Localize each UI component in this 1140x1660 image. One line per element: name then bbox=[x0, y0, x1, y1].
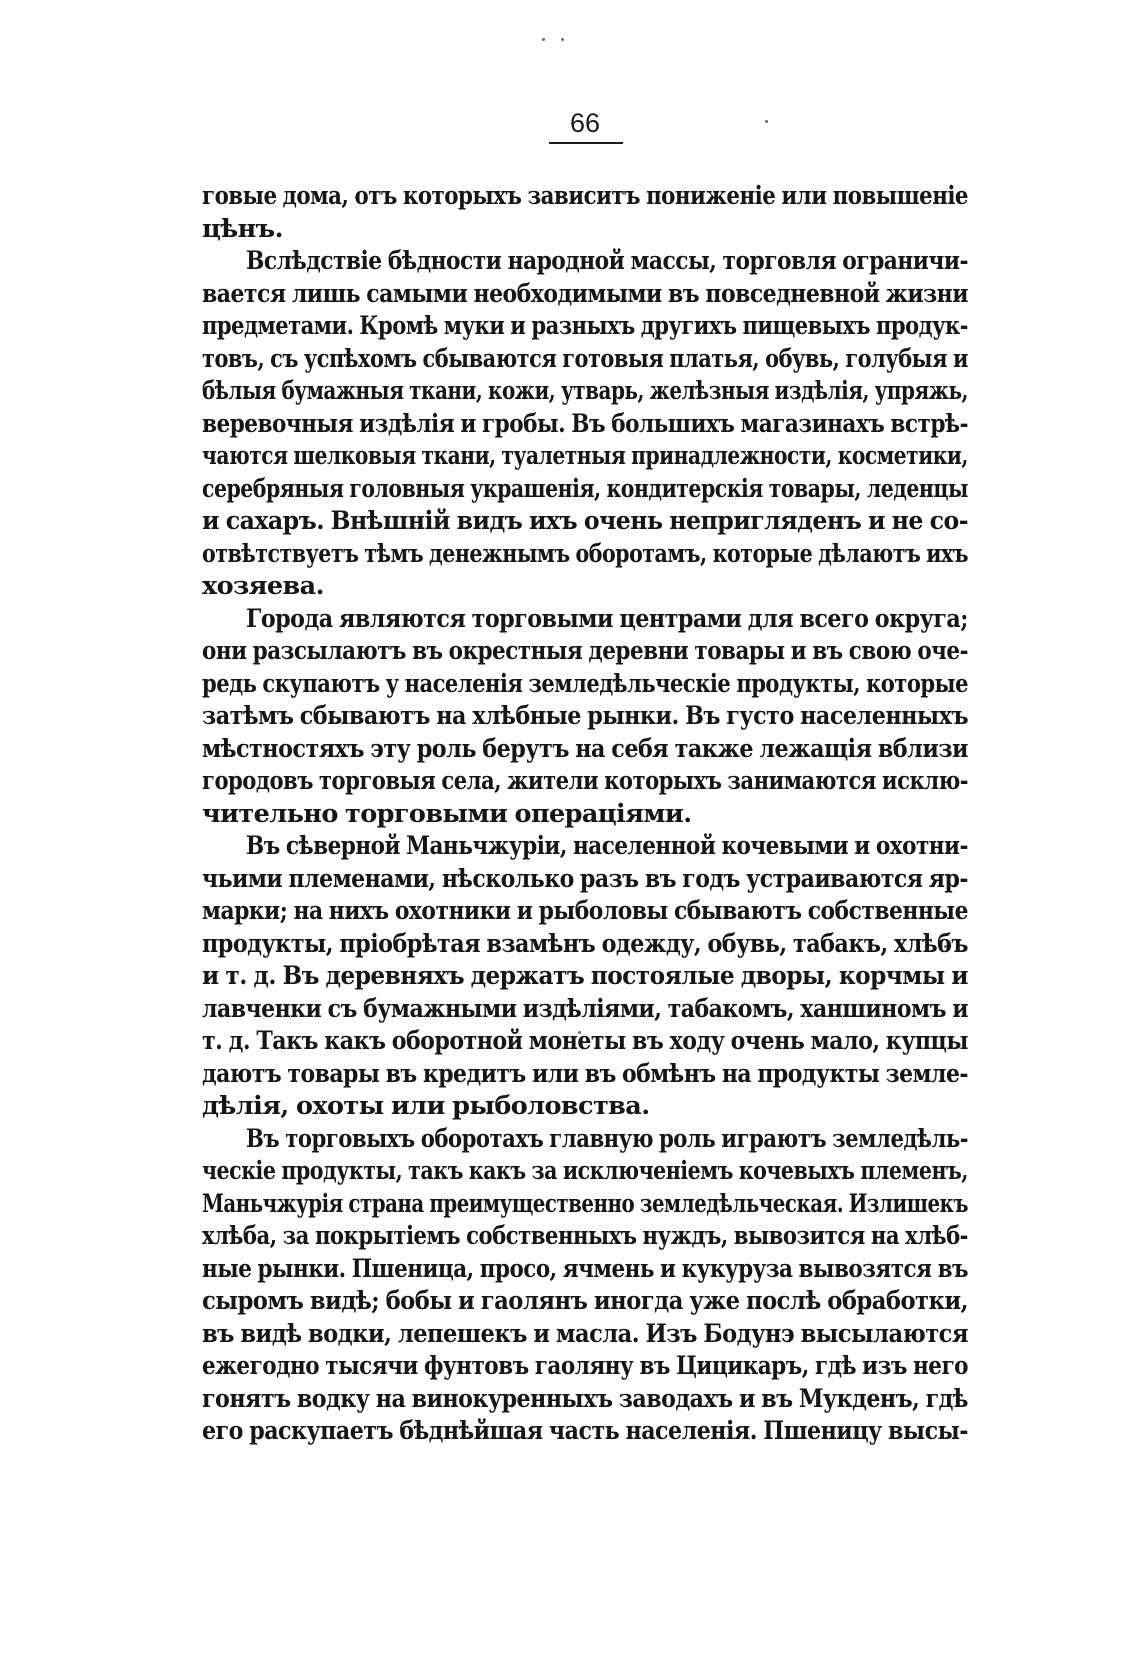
text-line: хозяева. bbox=[202, 571, 324, 601]
text-line: цѣнъ. bbox=[202, 213, 283, 244]
text-line: сыромъ видѣ; бобы и гаолянъ иногда уже послѣ обработки, bbox=[202, 1286, 969, 1316]
text-line: отвѣтствуетъ тѣмъ денежнымъ оборотамъ, которые дѣлаютъ ихъ bbox=[202, 538, 969, 569]
text-line: ческіе продукты, такъ какъ за исключеніемъ кочевыхъ племенъ, bbox=[202, 1156, 968, 1186]
text-line: чьими племенами, нѣсколько разъ въ годъ устраиваются яр- bbox=[202, 863, 969, 894]
text-line: даютъ товары въ кредитъ или въ обмѣнъ на продукты земле- bbox=[202, 1058, 969, 1089]
paragraph bbox=[202, 245, 968, 603]
text-line: въ видѣ водки, лепешекъ и масла. Изъ Бодунэ высылаются bbox=[202, 1318, 968, 1349]
text-line: лавченки съ бумажными издѣліями, табакомъ, ханшиномъ и bbox=[202, 993, 969, 1024]
text-line: и т. д. Въ деревняхъ держатъ постоялые дворы, корчмы и bbox=[202, 961, 968, 991]
text-line: бѣлыя бумажныя ткани, кожи, утварь, желѣзныя издѣлія, упряжь, bbox=[202, 376, 968, 406]
margin-speck bbox=[542, 38, 545, 41]
page-number: 66 bbox=[569, 108, 601, 138]
text-line: вается лишь самыми необходимыми въ повседневной жизни bbox=[202, 278, 968, 309]
text-line: марки; на нихъ охотники и рыболовы сбываютъ собственные bbox=[202, 896, 969, 926]
text-line: Вслѣдствіе бѣдности народной массы, торговля ограничи- bbox=[246, 246, 968, 276]
paragraph bbox=[202, 603, 968, 831]
text-line: Маньчжурія страна преимущественно земледѣльческая. Излишекъ bbox=[202, 1188, 969, 1219]
text-line: гонятъ водку на винокуренныхъ заводахъ и въ Мукденъ, гдѣ bbox=[202, 1383, 969, 1414]
text-line: дѣлія, охоты или рыболовства. bbox=[202, 1091, 650, 1121]
text-line: Города являются торговыми центрами для всего округа; bbox=[246, 603, 968, 634]
text-line: мѣстностяхъ эту роль берутъ на себя также лежащія вблизи bbox=[202, 733, 969, 764]
text-line: ные рынки. Пшеница, просо, ячмень и кукуруза вывозятся въ bbox=[202, 1253, 968, 1284]
margin-speck bbox=[561, 38, 564, 41]
text-line: затѣмъ сбываютъ на хлѣбные рынки. Въ густо населенныхъ bbox=[202, 701, 969, 731]
text-line: говые дома, отъ которыхъ зависитъ пониженіе или повышеніе bbox=[202, 181, 968, 211]
text-line: ежегодно тысячи фунтовъ гаоляну въ Цицикаръ, гдѣ изъ него bbox=[202, 1351, 969, 1381]
text-line: городовъ торговыя села, жители которыхъ занимаются исклю- bbox=[202, 766, 969, 796]
margin-speck bbox=[765, 120, 768, 123]
text-line: товъ, съ успѣхомъ сбываются готовыя платья, обувь, голубыя и bbox=[202, 343, 968, 374]
text-line: веревочныя издѣлія и гробы. Въ большихъ магазинахъ встрѣ- bbox=[202, 408, 969, 439]
paragraph bbox=[202, 830, 968, 1123]
text-line: Въ сѣверной Маньчжуріи, населенной кочевыми и охотни- bbox=[246, 831, 968, 861]
text-line: редь скупаютъ у населенія земледѣльческіе продукты, которые bbox=[202, 668, 969, 699]
text-line: предметами. Кромѣ муки и разныхъ другихъ пищевыхъ продук- bbox=[202, 311, 968, 341]
text-line: Въ торговыхъ оборотахъ главную роль играютъ земледѣль- bbox=[246, 1123, 969, 1154]
text-line: продукты, пріобрѣтая взамѣнъ одежду, обувь, табакъ, хлѣбъ bbox=[202, 928, 968, 959]
text-line: и сахаръ. Внѣшній видъ ихъ очень непригляденъ и не со- bbox=[202, 506, 968, 536]
body-text bbox=[202, 180, 968, 1448]
text-line: хлѣба, за покрытіемъ собственныхъ нуждъ, вывозится на хлѣб- bbox=[202, 1221, 968, 1251]
paragraph bbox=[202, 180, 968, 245]
text-line: они разсылаютъ въ окрестныя деревни товары и въ свою оче- bbox=[202, 636, 969, 666]
paragraph bbox=[202, 1123, 968, 1448]
text-line: чаются шелковыя ткани, туалетныя принадлежности, косметики, bbox=[202, 441, 968, 471]
text-line: т. д. Такъ какъ оборотной монеты въ ходу очень мало, купцы bbox=[202, 1026, 969, 1056]
text-line: его раскупаетъ бѣднѣйшая часть населенія. Пшеницу высы- bbox=[202, 1416, 968, 1446]
text-line: чительно торговыми операціями. bbox=[202, 798, 692, 829]
page-number-rule bbox=[549, 142, 623, 144]
text-line: серебряныя головныя украшенія, кондитерскія товары, леденцы bbox=[202, 473, 969, 504]
